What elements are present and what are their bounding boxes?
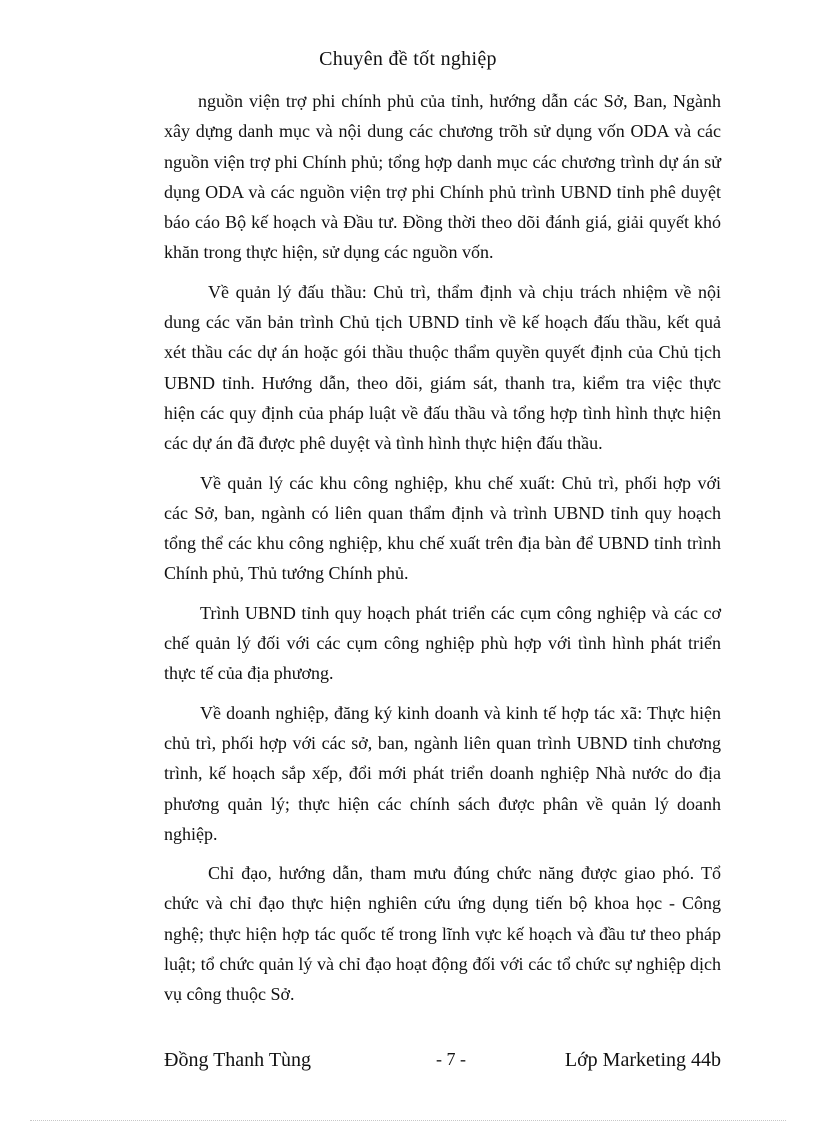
page-bottom-divider bbox=[30, 1120, 786, 1121]
footer-class-name: Lớp Marketing 44b bbox=[564, 1049, 721, 1071]
paragraph-oda-sources: nguồn viện trợ phi chính phủ của tỉnh, hướng dẫn các Sở, Ban, Ngành xây dựng danh mục và nội dung các chương trõh sử dụng vốn ODA và các nguồn viện trợ phi Chính phủ; tổng hợp danh mục các chương trình dự án sử dụng ODA và các nguồn viện trợ phi Chính phủ trình UBND tỉnh phê duyệt báo cáo Bộ kế hoạch và Đầu tư. Đồng thời theo dõi đánh giá, giải quyết khó khăn trong thực hiện, sử dụng các nguồn vốn. bbox=[164, 91, 721, 263]
paragraph-industrial-zones: Về quản lý các khu công nghiệp, khu chế xuất: Chủ trì, phối hợp với các Sở, ban, ngành có liên quan thẩm định và trình UBND tỉnh quy hoạch tổng thể các khu công nghiệp, khu chế xuất trên địa bàn để UBND tỉnh trình Chính phủ, Thủ tướng Chính phủ. bbox=[164, 472, 721, 584]
page-footer bbox=[164, 1049, 721, 1077]
footer-page-number: - 7 - bbox=[436, 1049, 466, 1069]
paragraph-enterprises: Về doanh nghiệp, đăng ký kinh doanh và kinh tế hợp tác xã: Thực hiện chủ trì, phối hợp với các sở, ban, ngành liên quan trình UBND tỉnh chương trình, kế hoạch sắp xếp, đổi mới phát triển doanh nghiệp Nhà nước do địa phương quản lý; thực hiện các chính sách được phân về quản lý doanh nghiệp. bbox=[164, 702, 721, 844]
document-body bbox=[164, 86, 721, 1019]
document-title: Chuyên đề tốt nghiệp bbox=[319, 48, 497, 70]
paragraph-bidding-management: Về quản lý đấu thầu: Chủ trì, thẩm định và chịu trách nhiệm về nội dung các văn bản trình Chủ tịch UBND tỉnh về kế hoạch đấu thầu, kết quả xét thầu các dự án hoặc gói thầu thuộc thẩm quyền quyết định của Chủ tịch UBND tỉnh. Hướng dẫn, theo dõi, giám sát, thanh tra, kiểm tra việc thực hiện các quy định của pháp luật về đấu thầu và tổng hợp tình hình thực hiện các dự án đã được phê duyệt và tình hình thực hiện đấu thầu. bbox=[164, 281, 721, 454]
footer-author: Đồng Thanh Tùng bbox=[164, 1049, 312, 1071]
paragraph-industrial-clusters: Trình UBND tỉnh quy hoạch phát triển các cụm công nghiệp và các cơ chế quản lý đối với các cụm công nghiệp phù hợp với tình hình phát triển thực tế của địa phương. bbox=[164, 602, 721, 684]
paragraph-direction-guidance: Chỉ đạo, hướng dẫn, tham mưu đúng chức năng được giao phó. Tổ chức và chỉ đạo thực hiện nghiên cứu ứng dụng tiến bộ khoa học - Công nghệ; thực hiện hợp tác quốc tế trong lĩnh vực kế hoạch và đầu tư theo pháp luật; tổ chức quản lý và chỉ đạo hoạt động đối với các tổ chức sự nghiệp dịch vụ công thuộc Sở. bbox=[164, 863, 721, 1005]
page-header bbox=[0, 48, 816, 71]
